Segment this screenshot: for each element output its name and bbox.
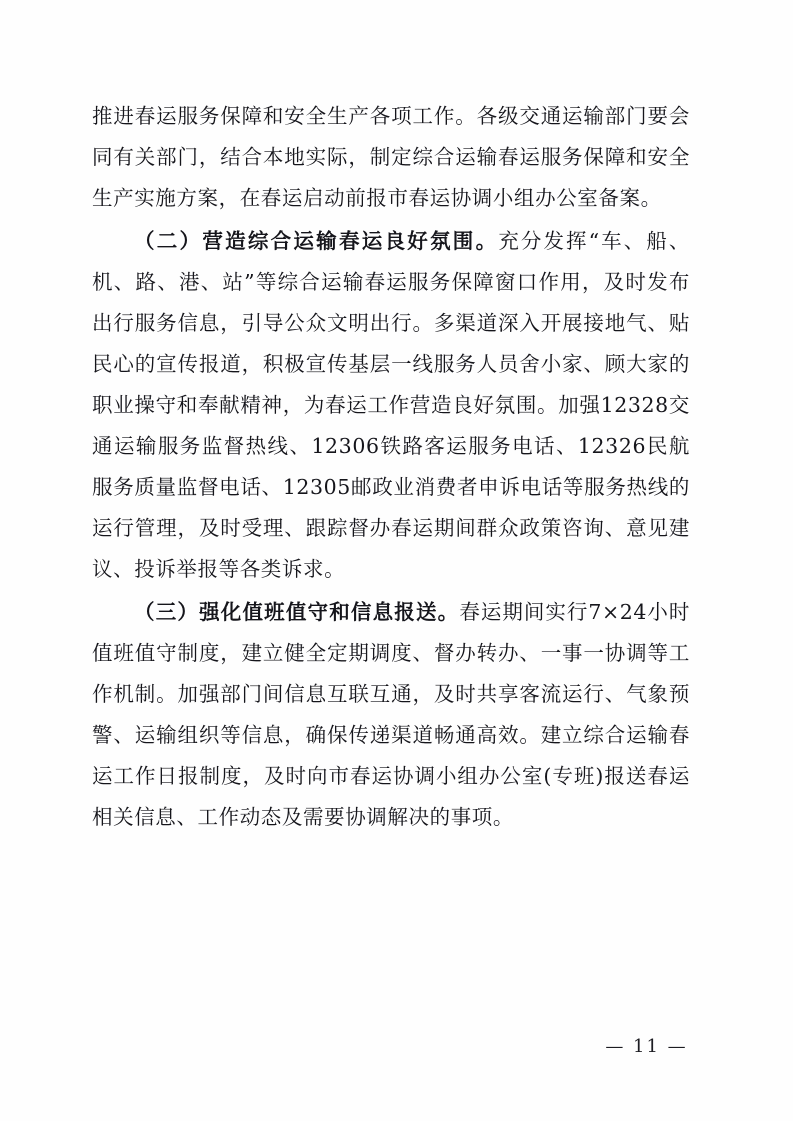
page-footer: [0, 1036, 793, 1057]
document-body: [92, 96, 690, 838]
section-heading-three: （三）强化值班值守和信息报送。: [134, 600, 460, 624]
paragraph-section-two: [92, 221, 690, 590]
paragraph-text: 推进春运服务保障和安全生产各项工作。各级交通运输部门要会同有关部门，结合本地实际，制定综合运输春运服务保障和安全生产实施方案，在春运启动前报市春运协调小组办公室备案。: [92, 104, 690, 210]
section-heading-two: （二）营造综合运输春运良好氛围。: [134, 229, 499, 253]
paragraph-text: 充分发挥“车、船、机、路、港、站”等综合运输春运服务保障窗口作用，及时发布出行服务信息，引导公众文明出行。多渠道深入开展接地气、贴民心的宣传报道，积极宣传基层一线服务人员舍小家、顾大家的职业操守和奉献精神，为春运工作营造良好氛围。加强12328交通运输服务监督热线、12306铁路客运服务电话、12326民航服务质量监督电话、12305邮政业消费者申诉电话等服务热线的运行管理，及时受理、跟踪督办春运期间群众政策咨询、意见建议、投诉举报等各类诉求。: [92, 229, 690, 581]
paragraph-text: 春运期间实行7×24小时值班值守制度，建立健全定期调度、督办转办、一事一协调等工作机制。加强部门间信息互联互通，及时共享客流运行、气象预警、运输组织等信息，确保传递渠道畅通高效。建立综合运输春运工作日报制度，及时向市春运协调小组办公室(专班)报送春运相关信息、工作动态及需要协调解决的事项。: [92, 600, 690, 829]
paragraph-continuation: [92, 96, 690, 219]
paragraph-section-three: [92, 592, 690, 838]
page-number: — 11 —: [605, 1036, 688, 1057]
